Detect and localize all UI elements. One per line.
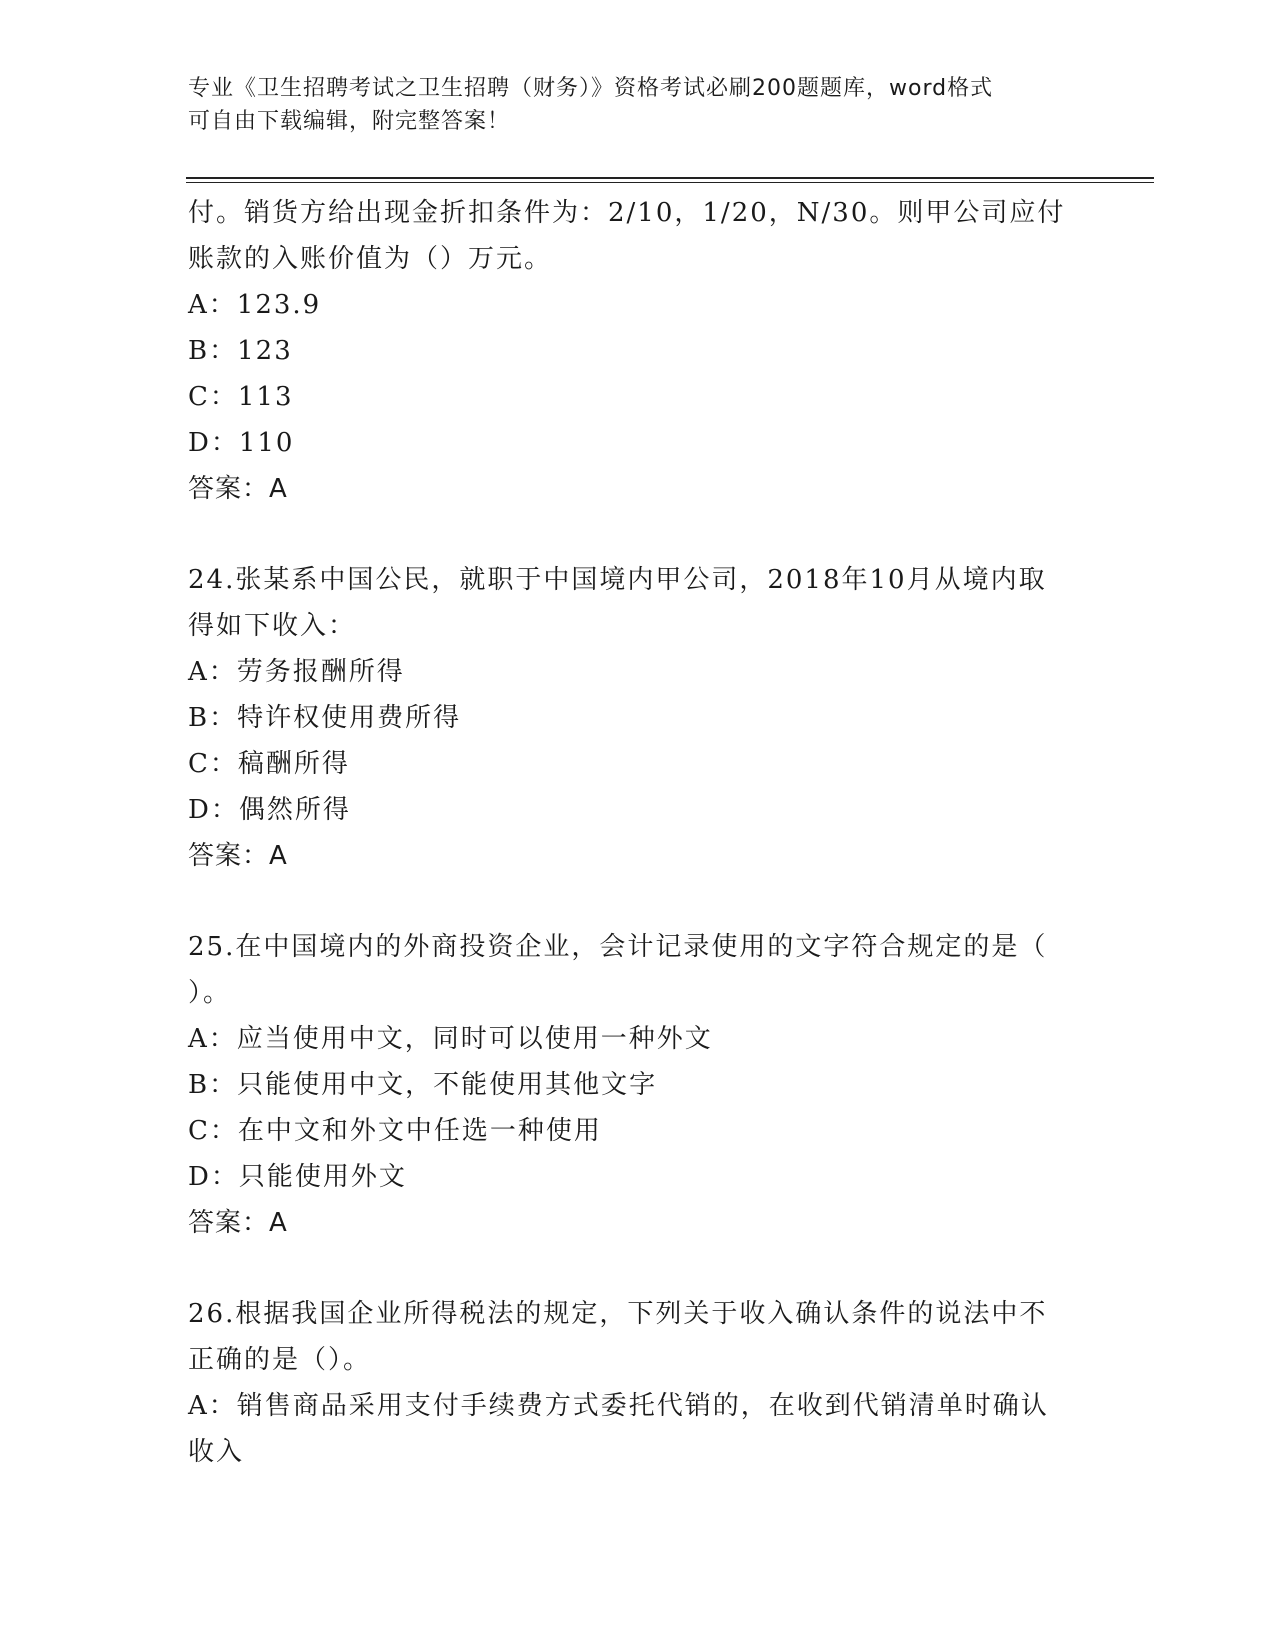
option-d: D：只能使用外文 (188, 1162, 407, 1192)
option-d: D：110 (188, 428, 295, 458)
option-c: C：113 (188, 382, 294, 412)
header-line-2: 可自由下载编辑，附完整答案！ (188, 109, 511, 134)
question-stem: 得如下收入： (188, 611, 357, 641)
spacer (188, 1246, 1088, 1291)
answer: 答案：A (188, 841, 288, 871)
header-line-1: 专业《卫生招聘考试之卫生招聘（财务）》资格考试必刷200题题库，word格式 (188, 76, 994, 101)
option-a-continued: 收入 (188, 1437, 245, 1467)
question-stem: 24.张某系中国公民，就职于中国境内甲公司，2018年10月从境内取 (188, 565, 1047, 595)
spacer (188, 512, 1088, 557)
question-stem: 26.根据我国企业所得税法的规定，下列关于收入确认条件的说法中不 (188, 1299, 1048, 1329)
option-b: B：123 (188, 336, 293, 366)
option-b: B：特许权使用费所得 (188, 703, 462, 733)
answer: 答案：A (188, 474, 288, 504)
option-c: C：稿酬所得 (188, 749, 350, 779)
question-list (188, 190, 1088, 1475)
question-26 (188, 1291, 1088, 1475)
option-b: B：只能使用中文，不能使用其他文字 (188, 1070, 658, 1100)
header-divider-thick (186, 177, 1154, 179)
answer: 答案：A (188, 1208, 288, 1238)
question-stem: 付。销货方给出现金折扣条件为：2/10，1/20，N/30。则甲公司应付 (188, 198, 1066, 228)
spacer (188, 879, 1088, 924)
question-stem: 25.在中国境内的外商投资企业，会计记录使用的文字符合规定的是（ (188, 932, 1048, 962)
question-24 (188, 557, 1088, 879)
option-d: D：偶然所得 (188, 795, 351, 825)
question-stem: 账款的入账价值为（）万元。 (188, 244, 553, 274)
question-stem: ）。 (188, 978, 232, 1008)
option-a: A：劳务报酬所得 (188, 657, 405, 687)
option-a: A：销售商品采用支付手续费方式委托代销的，在收到代销清单时确认 (188, 1391, 1049, 1421)
question-stem: 正确的是（）。 (188, 1345, 372, 1375)
header-divider-thin (186, 182, 1154, 183)
question-23 (188, 190, 1088, 512)
option-c: C：在中文和外文中任选一种使用 (188, 1116, 602, 1146)
option-a: A：123.9 (188, 290, 322, 320)
page-header (188, 72, 1068, 138)
option-a: A：应当使用中文，同时可以使用一种外文 (188, 1024, 713, 1054)
question-25 (188, 924, 1088, 1246)
